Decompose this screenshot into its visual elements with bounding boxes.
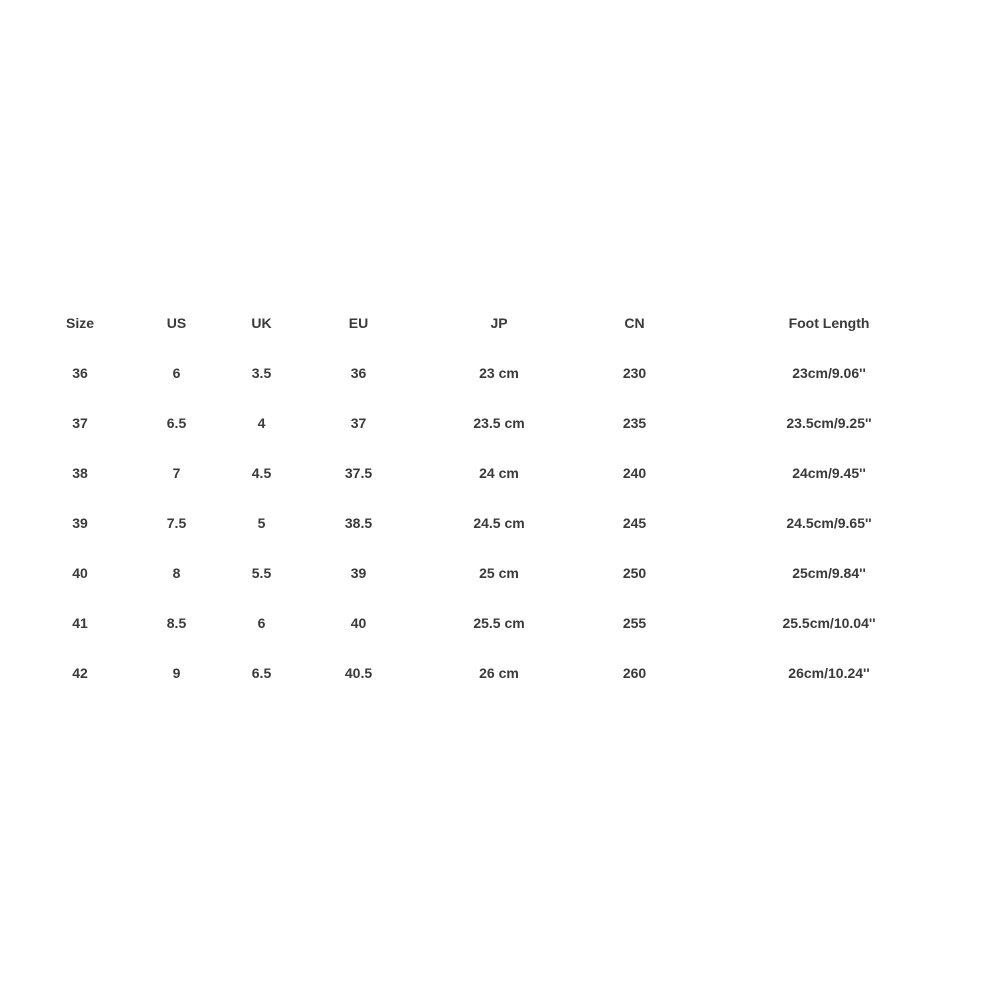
table-row [30,598,970,648]
cell-eu: 38.5 [344,515,373,531]
cell-size: 40 [72,565,88,581]
cell-us: 7 [172,465,181,481]
header-cn: CN [624,315,645,331]
cell-foot-length: 24.5cm/9.65'' [786,515,872,531]
cell-foot-length: 26cm/10.24'' [788,665,870,681]
header-size: Size [65,315,94,331]
table-header-row [30,298,970,348]
size-chart-table [30,298,970,698]
cell-us: 8 [172,565,181,581]
cell-eu: 37.5 [344,465,373,481]
cell-size: 42 [72,665,88,681]
header-us: US [166,315,187,331]
cell-size: 39 [72,515,88,531]
cell-us: 9 [172,665,181,681]
cell-us: 8.5 [166,615,187,631]
cell-jp: 24 cm [479,465,519,481]
cell-uk: 5.5 [251,565,272,581]
cell-uk: 4 [257,415,266,431]
table-row [30,348,970,398]
cell-eu: 39 [350,565,367,581]
cell-uk: 4.5 [251,465,272,481]
cell-uk: 6.5 [251,665,272,681]
cell-size: 36 [72,365,88,381]
cell-foot-length: 25.5cm/10.04'' [782,615,876,631]
cell-size: 41 [72,615,88,631]
header-foot-length: Foot Length [788,315,870,331]
cell-cn: 255 [622,615,647,631]
header-uk: UK [251,315,272,331]
header-eu: EU [348,315,369,331]
cell-jp: 26 cm [479,665,519,681]
cell-eu: 40.5 [344,665,373,681]
cell-cn: 245 [622,515,647,531]
cell-cn: 260 [622,665,647,681]
header-jp: JP [490,315,508,331]
table-row [30,448,970,498]
cell-us: 6 [172,365,181,381]
cell-foot-length: 24cm/9.45'' [792,465,866,481]
cell-eu: 40 [350,615,367,631]
cell-cn: 250 [622,565,647,581]
cell-size: 37 [72,415,88,431]
cell-cn: 230 [622,365,647,381]
cell-eu: 37 [350,415,367,431]
cell-jp: 23 cm [479,365,519,381]
cell-foot-length: 23.5cm/9.25'' [786,415,872,431]
cell-cn: 235 [622,415,647,431]
cell-foot-length: 25cm/9.84'' [792,565,866,581]
cell-uk: 3.5 [251,365,272,381]
table-row [30,498,970,548]
cell-cn: 240 [622,465,647,481]
table-row [30,398,970,448]
cell-jp: 24.5 cm [473,515,525,531]
cell-jp: 25 cm [479,565,519,581]
cell-uk: 5 [257,515,266,531]
table-row [30,548,970,598]
table-row [30,648,970,698]
cell-size: 38 [72,465,88,481]
cell-us: 6.5 [166,415,187,431]
cell-jp: 23.5 cm [473,415,525,431]
cell-foot-length: 23cm/9.06'' [792,365,866,381]
cell-us: 7.5 [166,515,187,531]
cell-jp: 25.5 cm [473,615,525,631]
cell-eu: 36 [350,365,367,381]
cell-uk: 6 [257,615,266,631]
